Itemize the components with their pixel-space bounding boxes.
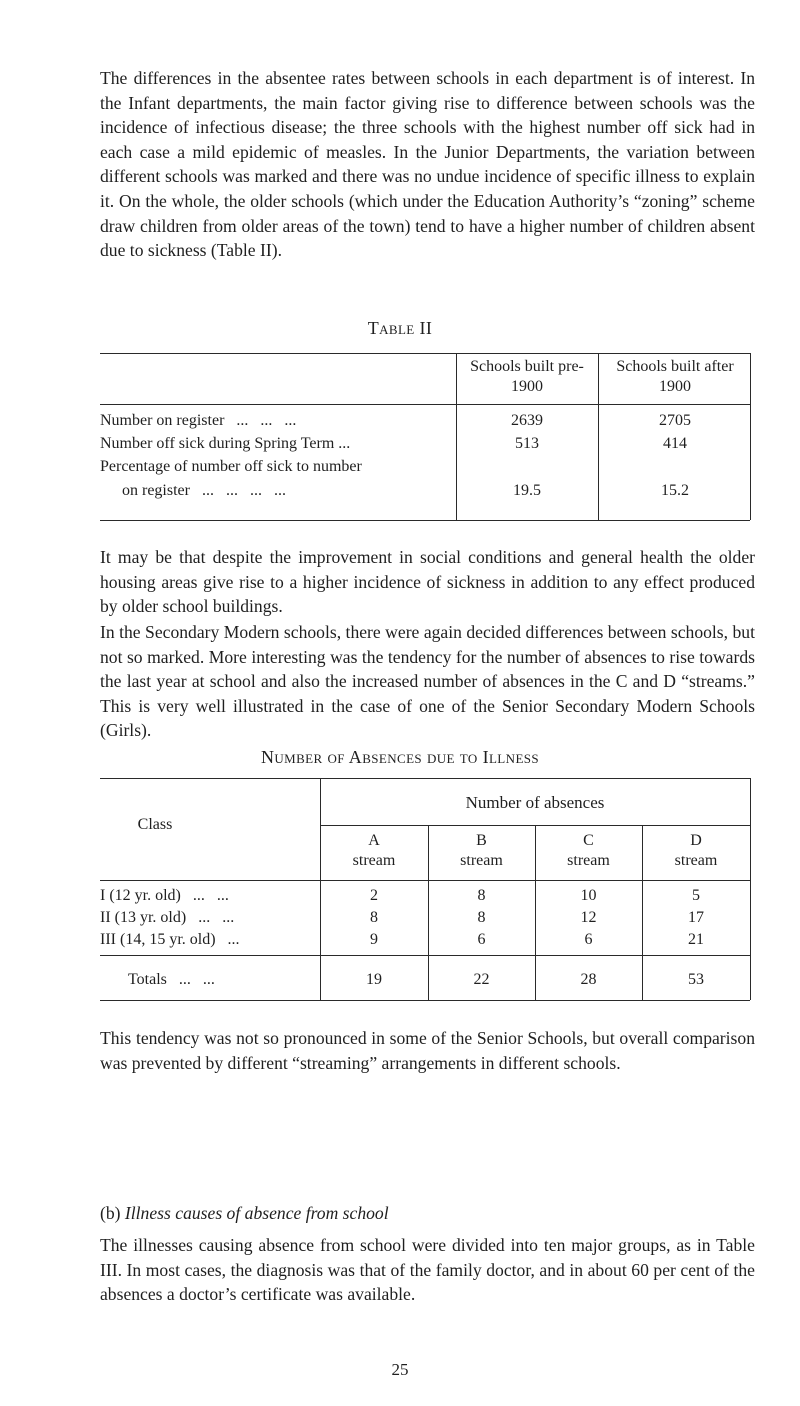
table-ii-caption: Table II — [367, 318, 433, 338]
stream-b-word: stream — [460, 852, 503, 869]
row-label-text: Totals — [128, 971, 167, 988]
absences-bottom-rule — [100, 1000, 750, 1001]
row-label-text: Percentage of number off sick to number — [100, 458, 362, 475]
absences-cell: 10 — [580, 887, 597, 904]
absences-cell: 6 — [477, 931, 486, 948]
dot-leader: ... ... — [180, 887, 229, 904]
absences-total: 19 — [366, 971, 382, 988]
table-ii-top-rule — [100, 353, 750, 354]
paragraph-secondary-modern: In the Secondary Modern schools, there were again decided differences between schools, but not so marked. More interesting was the tendency for the number of absences to rise towards the last year at school and also the increased number of absences in the C and D “streams.” This is very well illustrated in the case of one of the Senior Secondary Modern Schools (Girls). — [100, 622, 755, 741]
absences-total: 22 — [473, 971, 490, 988]
absences-cell: 5 — [692, 887, 700, 904]
absences-cell: 9 — [370, 931, 378, 948]
absences-top-rule — [100, 778, 750, 779]
table-ii-cell: 19.5 — [513, 482, 541, 499]
table-ii-row-label — [122, 481, 286, 501]
absences-row-label — [100, 886, 229, 906]
absences-total: 53 — [688, 971, 704, 988]
section-b-title: Illness causes of absence from school — [124, 1203, 389, 1223]
absences-row-label — [100, 930, 240, 950]
stream-d-letter: D — [690, 832, 702, 849]
table-ii-right-border — [750, 353, 751, 520]
page-number: 25 — [391, 1360, 409, 1379]
absences-totals-rule — [100, 955, 750, 956]
absences-total: 28 — [580, 971, 597, 988]
absences-cell: 17 — [688, 909, 704, 926]
stream-a-word: stream — [352, 852, 396, 869]
stream-b-letter: B — [476, 832, 487, 849]
paragraph-absentee-differences: The differences in the absentee rates between schools in each department is of interest. In the Infant departments, the main factor giving rise to difference between schools was the incidence of infectious disease; the three schools with the highest number off sick had in each case a mild epidemic of measles. In the Junior Departments, the variation between different schools was marked and there was no undue incidence of specific illness to explain it. On the whole, the older schools (which under the Education Authority’s “zoning” scheme draw children from older areas of the town) tend to have a higher number of children absent due to sickness (Table II). — [100, 68, 755, 261]
stream-c-word: stream — [567, 852, 610, 869]
row-label-text: on register — [122, 482, 190, 499]
absences-header-number: Number of absences — [465, 793, 605, 812]
absences-right-border — [750, 778, 751, 1000]
row-label-text: I (12 yr. old) — [100, 887, 181, 904]
dot-leader: ... ... ... ... — [189, 482, 286, 499]
absences-cell: 8 — [370, 909, 378, 926]
table-ii-row-label — [100, 434, 350, 454]
table-ii-col-divider-2 — [598, 353, 599, 520]
absences-cell: 2 — [370, 887, 378, 904]
table-ii-bottom-rule — [100, 520, 750, 521]
table-ii-cell: 414 — [663, 435, 687, 452]
table-ii-row-label — [100, 457, 362, 477]
stream-d-word: stream — [674, 852, 718, 869]
absences-header-rule — [100, 880, 750, 881]
section-b-marker: (b) — [100, 1203, 121, 1223]
dot-leader: ... ... ... — [224, 412, 297, 429]
paragraph-streaming: This tendency was not so pronounced in some of the Senior Schools, but overall comparison was prevented by different “streaming” arrangements in different schools. — [100, 1028, 755, 1073]
table-ii-cell: 513 — [515, 435, 539, 452]
absences-totals-label — [128, 970, 215, 990]
row-label-text: Number off sick during Spring Term ... — [100, 435, 351, 452]
table-ii-header-rule — [100, 404, 750, 405]
table-ii-header-pre-1900: Schools built pre-1900 — [470, 358, 584, 395]
dot-leader: ... ... — [186, 909, 235, 926]
absences-cell: 12 — [580, 909, 597, 926]
paragraph-illness-groups: The illnesses causing absence from school were divided into ten major groups, as in Table III. In most cases, the diagnosis was that of the family doctor, and in about 60 per cent of the absences a doctor’s certificate was available. — [100, 1235, 755, 1305]
row-label-text: III (14, 15 yr. old) — [100, 931, 216, 948]
stream-c-letter: C — [583, 832, 594, 849]
section-b-heading — [100, 1203, 389, 1224]
table-ii-cell: 15.2 — [661, 482, 689, 499]
row-label-text: II (13 yr. old) — [100, 909, 187, 926]
dot-leader: ... ... — [166, 971, 215, 988]
absences-table-caption: Number of Absences due to Illness — [260, 747, 540, 767]
stream-a-letter: A — [368, 832, 380, 849]
row-label-text: Number on register — [100, 412, 225, 429]
absences-cell: 8 — [477, 909, 486, 926]
absences-cell: 6 — [584, 931, 593, 948]
table-ii-cell: 2639 — [511, 412, 543, 429]
paragraph-older-housing: It may be that despite the improvement in social conditions and general health the older housing areas give rise to a higher incidence of sickness in addition to any effect produced by older school buildings. — [100, 547, 755, 617]
absences-cell: 8 — [477, 887, 486, 904]
table-ii-header-after-1900: Schools built after 1900 — [616, 358, 734, 395]
table-ii-row-label — [100, 411, 296, 431]
table-ii-cell: 2705 — [659, 412, 691, 429]
absences-row-label — [100, 908, 234, 928]
absences-cell: 21 — [688, 931, 704, 948]
dot-leader: ... — [215, 931, 240, 948]
absences-header-class: Class — [137, 816, 173, 833]
